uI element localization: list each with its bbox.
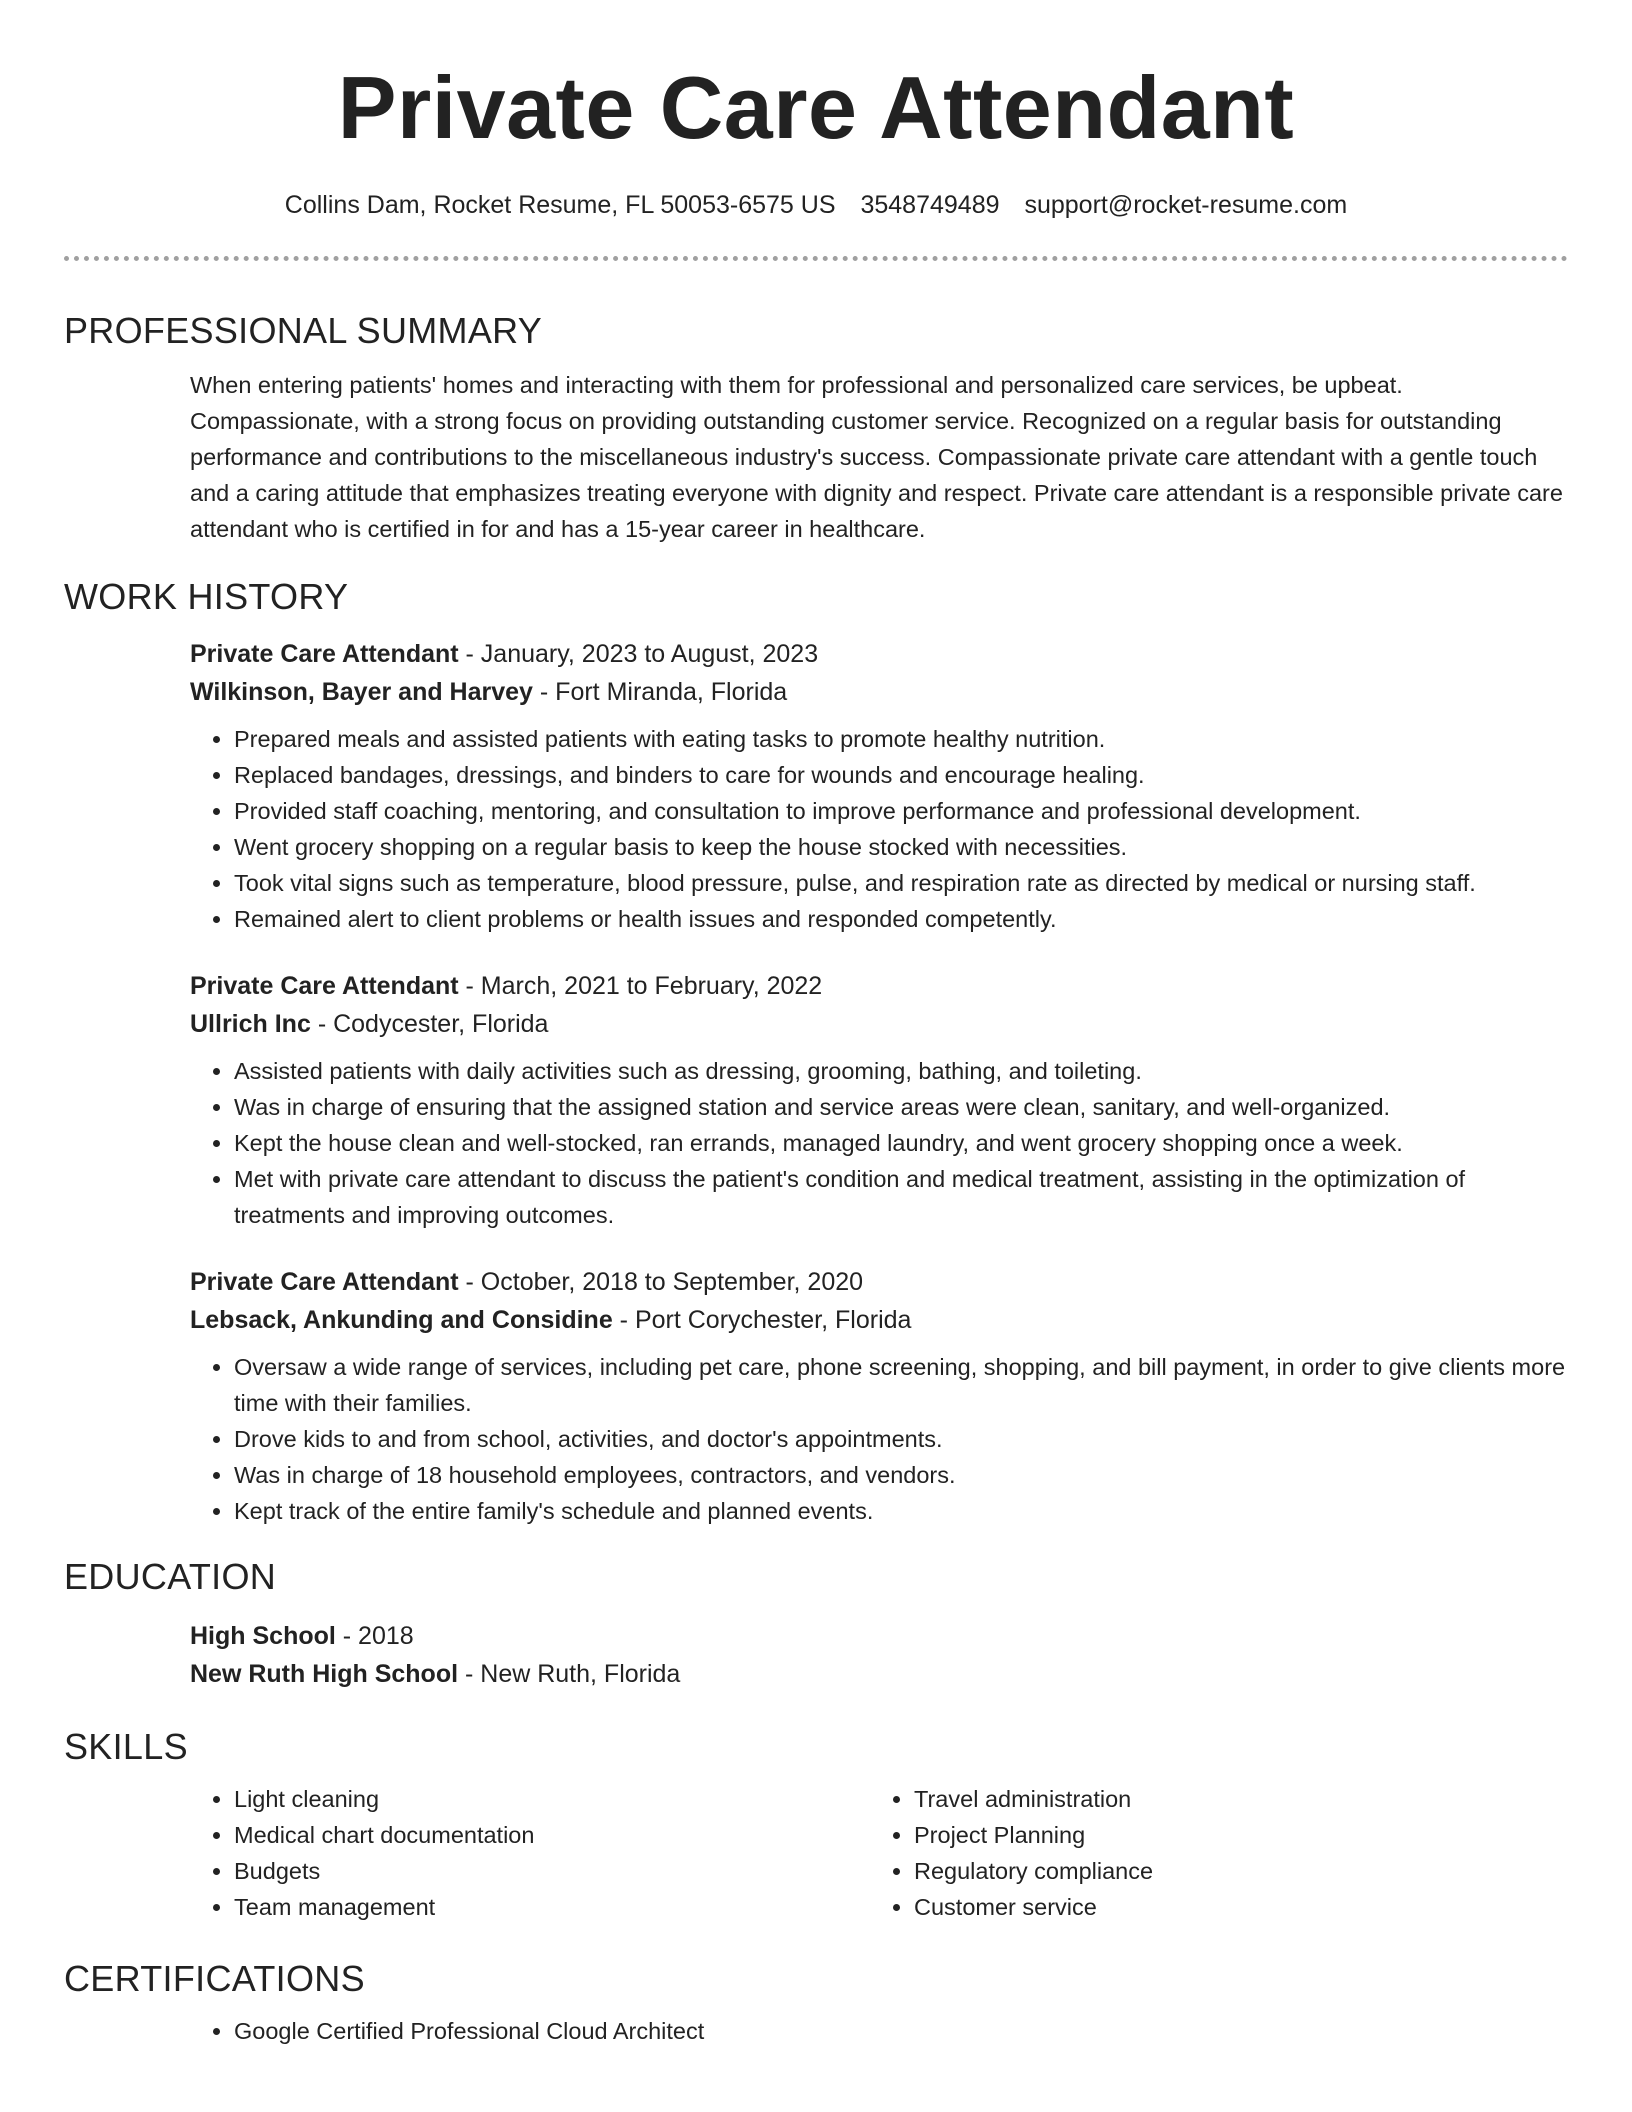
job-entry <box>190 1263 1568 1529</box>
contact-address: Collins Dam, Rocket Resume, FL 50053-6575 US <box>284 191 836 219</box>
list-item: • Oversaw a wide range of services, including pet care, phone screening, shopping, and bill payment, in order to give clients more time with their families. <box>234 1349 1568 1421</box>
education-location: - New Ruth, Florida <box>458 1660 681 1688</box>
certifications-section <box>64 1957 1568 2049</box>
skills-section <box>64 1725 1568 1925</box>
certifications-heading: CERTIFICATIONS <box>64 1958 365 1999</box>
header-divider <box>64 256 1568 261</box>
list-item: • Team management <box>234 1889 870 1925</box>
job-bullets <box>190 1349 1568 1529</box>
list-item: • Travel administration <box>914 1781 1550 1817</box>
job-title-line <box>190 635 1568 673</box>
list-item: • Project Planning <box>914 1817 1550 1853</box>
work-history-section <box>64 575 1568 1529</box>
contact-phone: 3548749489 <box>860 191 1000 219</box>
job-company: Ullrich Inc <box>190 1010 311 1038</box>
job-title: Private Care Attendant <box>190 640 459 668</box>
list-item: • Medical chart documentation <box>234 1817 870 1853</box>
list-item: • Budgets <box>234 1853 870 1889</box>
contact-line <box>64 188 1568 222</box>
list-item: • Was in charge of 18 household employees, contractors, and vendors. <box>234 1457 1568 1493</box>
list-item: • Kept the house clean and well-stocked, ran errands, managed laundry, and went grocery shopping once a week. <box>234 1125 1568 1161</box>
list-item: • Provided staff coaching, mentoring, and consultation to improve performance and professional development. <box>234 793 1568 829</box>
list-item: • Took vital signs such as temperature, blood pressure, pulse, and respiration rate as directed by medical or nursing staff. <box>234 865 1568 901</box>
contact-email: support@rocket-resume.com <box>1024 191 1348 219</box>
job-title: Private Care Attendant <box>190 972 459 1000</box>
education-degree-line <box>190 1617 1568 1655</box>
education-year: - 2018 <box>335 1622 414 1650</box>
job-entry <box>190 967 1568 1233</box>
summary-text: When entering patients' homes and interacting with them for professional and personalized care services, be upbeat. Compassionate, with a strong focus on providing outstanding customer service. Recognized on a regular basis for outstanding performance and contributions to the miscellaneous industry's success. Compassionate private care attendant with a gentle touch and a caring attitude that emphasizes treating everyone with dignity and respect. Private care attendant is a responsible private care attendant who is certified in for and has a 15-year career in healthcare. <box>190 372 1563 542</box>
list-item: • Went grocery shopping on a regular basis to keep the house stocked with necessities. <box>234 829 1568 865</box>
skills-grid <box>190 1781 1568 1925</box>
job-title-line <box>190 967 1568 1005</box>
list-item: • Drove kids to and from school, activities, and doctor's appointments. <box>234 1421 1568 1457</box>
job-company: Wilkinson, Bayer and Harvey <box>190 678 533 706</box>
job-location: - Codycester, Florida <box>310 1010 549 1038</box>
work-history-heading: WORK HISTORY <box>64 576 349 617</box>
education-heading: EDUCATION <box>64 1556 277 1597</box>
job-title-line <box>190 1263 1568 1301</box>
summary-section <box>64 309 1568 547</box>
list-item: • Light cleaning <box>234 1781 870 1817</box>
skills-column-right <box>870 1781 1550 1925</box>
job-company-line <box>190 1301 1568 1339</box>
job-bullets <box>190 721 1568 937</box>
job-dates: - October, 2018 to September, 2020 <box>458 1268 864 1296</box>
education-degree: High School <box>190 1622 336 1650</box>
list-item: • Customer service <box>914 1889 1550 1925</box>
job-dates: - January, 2023 to August, 2023 <box>458 640 819 668</box>
job-entry <box>190 635 1568 937</box>
list-item: • Google Certified Professional Cloud Architect <box>234 2013 1568 2049</box>
list-item: • Assisted patients with daily activities such as dressing, grooming, bathing, and toileting. <box>234 1053 1568 1089</box>
list-item: • Kept track of the entire family's schedule and planned events. <box>234 1493 1568 1529</box>
job-company-line <box>190 1005 1568 1043</box>
skills-heading: SKILLS <box>64 1726 188 1767</box>
certifications-list-wrap <box>190 2013 1568 2049</box>
list-item: • Met with private care attendant to discuss the patient's condition and medical treatment, assisting in the optimization of treatments and improving outcomes. <box>234 1161 1568 1233</box>
education-school-line <box>190 1655 1568 1693</box>
certifications-list <box>190 2013 1568 2049</box>
skills-column-left <box>190 1781 870 1925</box>
resume-title: Private Care Attendant <box>337 58 1295 157</box>
job-location: - Fort Miranda, Florida <box>532 678 788 706</box>
job-bullets <box>190 1053 1568 1233</box>
education-entry <box>190 1617 1568 1693</box>
summary-heading: PROFESSIONAL SUMMARY <box>64 310 543 351</box>
list-item: • Replaced bandages, dressings, and binders to care for wounds and encourage healing. <box>234 757 1568 793</box>
job-location: - Port Corychester, Florida <box>612 1306 912 1334</box>
list-item: • Was in charge of ensuring that the assigned station and service areas were clean, sanitary, and well-organized. <box>234 1089 1568 1125</box>
education-section <box>64 1555 1568 1693</box>
job-dates: - March, 2021 to February, 2022 <box>458 972 823 1000</box>
list-item: • Regulatory compliance <box>914 1853 1550 1889</box>
job-company-line <box>190 673 1568 711</box>
list-item: • Remained alert to client problems or health issues and responded competently. <box>234 901 1568 937</box>
job-title: Private Care Attendant <box>190 1268 459 1296</box>
education-school: New Ruth High School <box>190 1660 459 1688</box>
list-item: • Prepared meals and assisted patients with eating tasks to promote healthy nutrition. <box>234 721 1568 757</box>
job-company: Lebsack, Ankunding and Considine <box>190 1306 613 1334</box>
